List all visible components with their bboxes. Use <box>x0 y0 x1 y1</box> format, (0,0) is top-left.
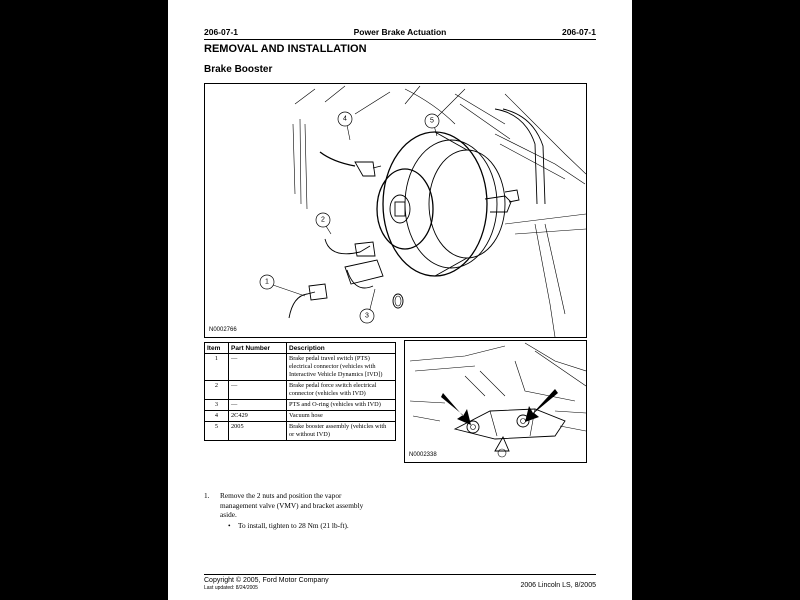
item-cell: 2 <box>205 381 229 400</box>
header-section-left: 206-07-1 <box>204 27 239 37</box>
description-cell: Brake pedal force switch electrical connector (vehicles with IVD) <box>287 381 396 400</box>
callout-2-label: 2 <box>321 216 325 224</box>
brake-booster-figure <box>204 83 587 338</box>
item-cell: 4 <box>205 411 229 422</box>
callout-4-label: 4 <box>343 115 347 123</box>
part-number-cell: 2C429 <box>229 411 287 422</box>
table-row <box>205 381 396 400</box>
step-text: Remove the 2 nuts and position the vapor management valve (VMV) and bracket assembly aside. <box>220 491 364 519</box>
footer-updated: Last updated: 8/24/2005 <box>204 585 258 591</box>
description-cell: Brake booster assembly (vehicles with or without IVD) <box>287 422 396 441</box>
description-cell: Vacuum hose <box>287 411 396 422</box>
part-number-cell: — <box>229 400 287 411</box>
callout-3-label: 3 <box>365 312 369 320</box>
part-number-cell: 2005 <box>229 422 287 441</box>
arrow-left-icon <box>441 393 471 425</box>
brake-booster-illustration <box>205 84 586 337</box>
col-part-number-header: Part Number <box>229 343 287 354</box>
table-header-row <box>205 343 396 354</box>
vmv-nuts-illustration <box>405 341 586 462</box>
manual-page <box>168 0 632 600</box>
description-cell: PTS and O-ring (vehicles with IVD) <box>287 400 396 411</box>
part-number-cell: — <box>229 381 287 400</box>
bullet-text: To install, tighten to 28 Nm (21 lb-ft). <box>238 521 349 530</box>
table-row <box>205 354 396 381</box>
description-cell: Brake pedal travel switch (PTS) electrical connector (vehicles with Interactive Vehicle Dynamics [IVD]) <box>287 354 396 381</box>
item-cell: 3 <box>205 400 229 411</box>
page-title: REMOVAL AND INSTALLATION <box>204 43 367 55</box>
col-item-header: Item <box>205 343 229 354</box>
section-title: Brake Booster <box>204 64 273 75</box>
footer-rule <box>204 574 596 575</box>
callout-5-label: 5 <box>430 117 434 125</box>
footer-copyright: Copyright © 2005, Ford Motor Company <box>204 577 329 584</box>
item-cell: 1 <box>205 354 229 381</box>
header-title: Power Brake Actuation <box>353 27 447 37</box>
step-number: 1. <box>204 491 210 500</box>
table-row <box>205 422 396 441</box>
bullet-icon: • <box>228 521 231 530</box>
item-cell: 5 <box>205 422 229 441</box>
part-number-cell: — <box>229 354 287 381</box>
vmv-nuts-figure <box>404 340 587 463</box>
figure1-code: N0002766 <box>209 327 237 333</box>
table-row <box>205 400 396 411</box>
figure2-code: N0002338 <box>409 452 437 458</box>
parts-table <box>204 342 396 441</box>
arrow-right-icon <box>525 389 558 422</box>
footer-vehicle: 2006 Lincoln LS, 8/2005 <box>520 582 596 589</box>
header-rule <box>204 39 596 40</box>
table-row <box>205 411 396 422</box>
callout-1-label: 1 <box>265 278 269 286</box>
header-section-right: 206-07-1 <box>561 27 596 37</box>
col-description-header: Description <box>287 343 396 354</box>
